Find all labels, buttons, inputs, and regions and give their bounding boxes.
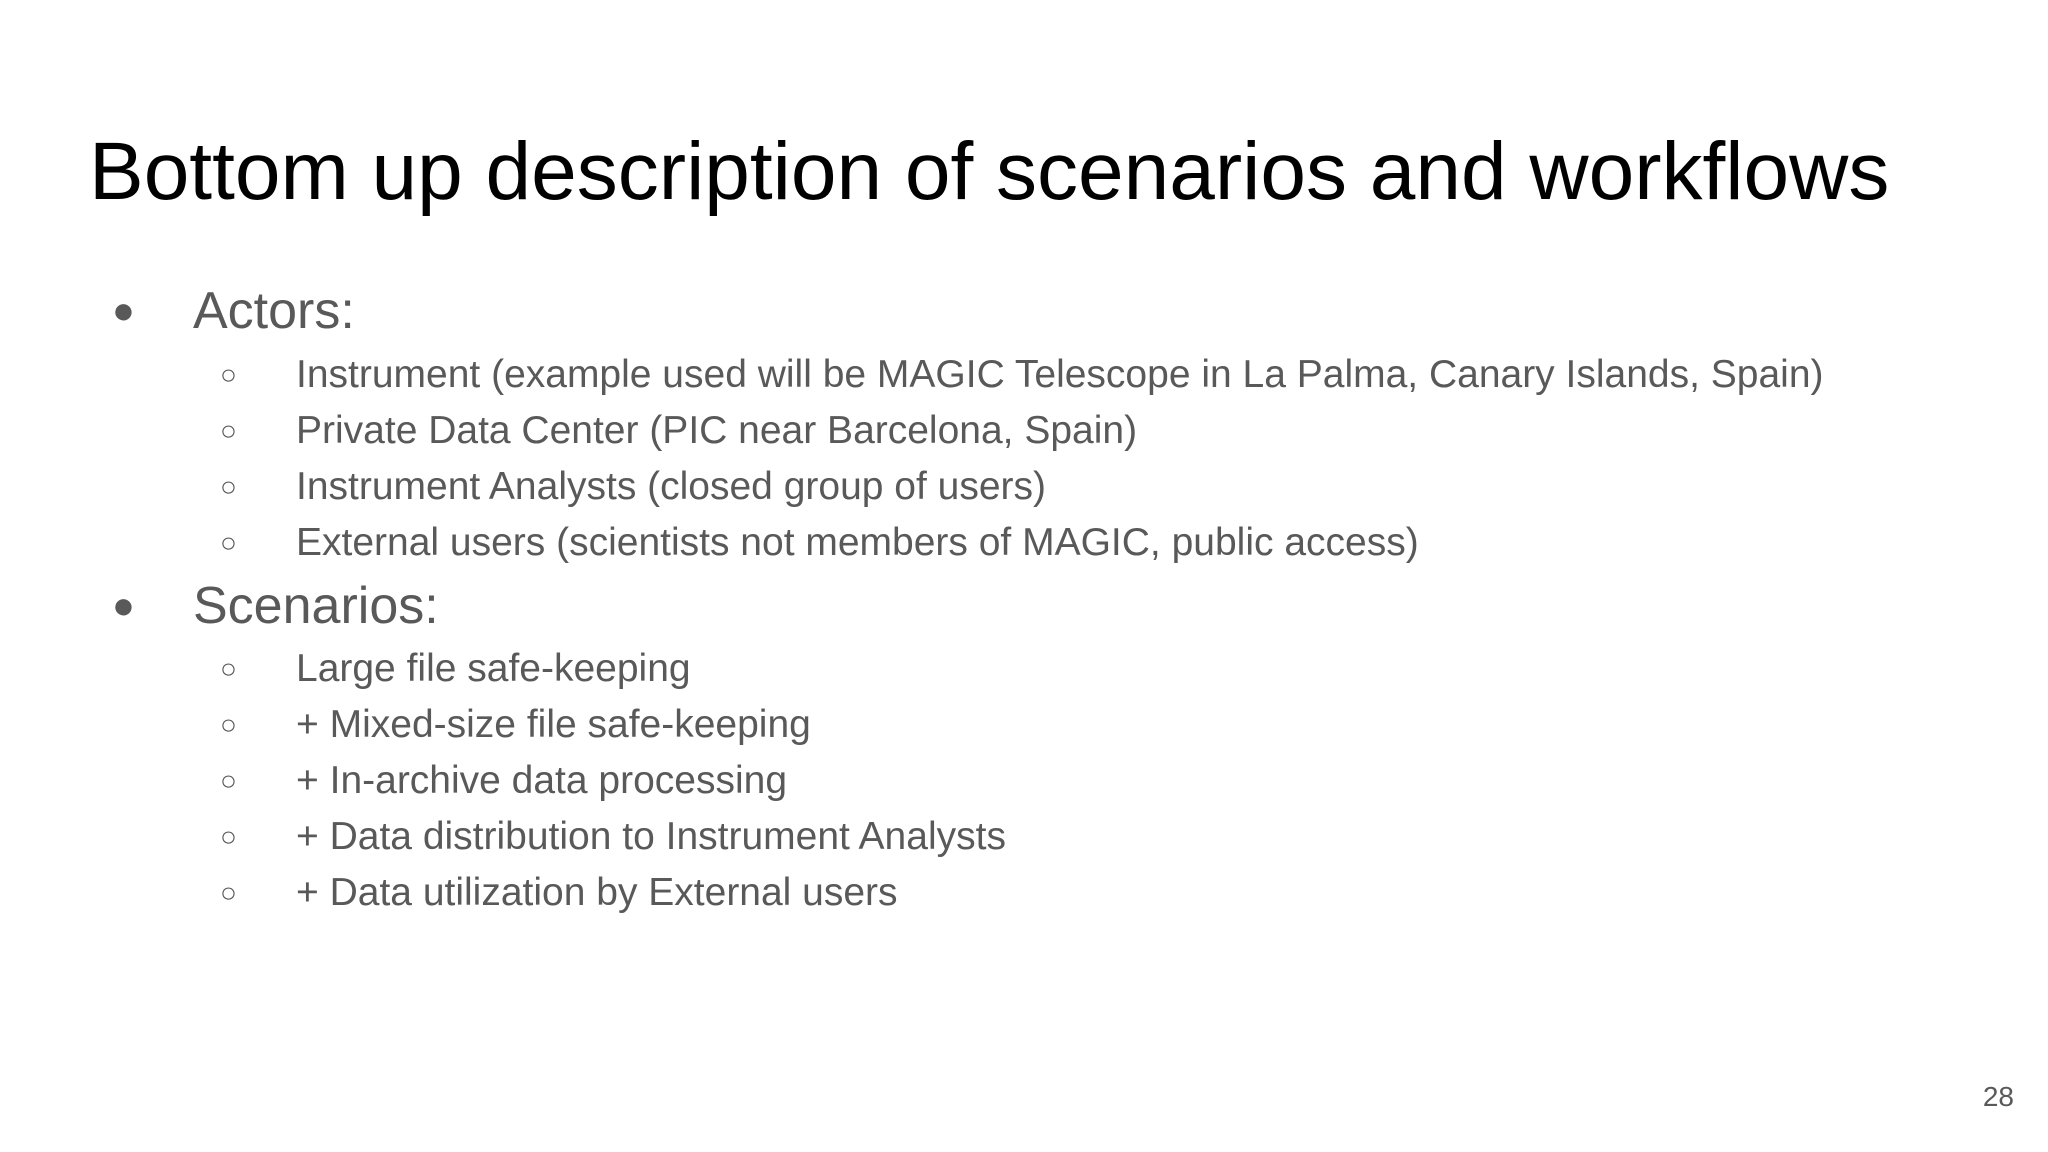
hollow-bullet-icon: ○ — [220, 709, 237, 740]
hollow-bullet-icon: ○ — [220, 877, 237, 908]
hollow-bullet-icon: ○ — [220, 527, 237, 558]
filled-bullet-icon: ● — [112, 290, 135, 332]
page-number: 28 — [1982, 1081, 2014, 1112]
slide-body: ● Actors: ○ Instrument (example used will be MAGIC Telescope in La Palma, Canary Islands, Spain) ○ Private Data Center (PIC near Barcelona, Spain) ○ Instrument Analysts (closed group of users) ○ External users (scientists not members of MAGIC, public access) ● Scenarios: ○ Large file safe-keeping ○ + Mixed-size file safe-keeping ○ + In-archive data processing ○ + Data distribution to Instrument Analysts ○ + Data utilization by External users — [0, 0, 2048, 1152]
hollow-bullet-icon: ○ — [220, 359, 237, 390]
hollow-bullet-icon: ○ — [220, 653, 237, 684]
hollow-bullet-icon: ○ — [220, 471, 237, 502]
filled-bullet-icon: ● — [112, 585, 135, 627]
hollow-bullet-icon: ○ — [220, 821, 237, 852]
hollow-bullet-icon: ○ — [220, 765, 237, 796]
slide-title: Bottom up description of scenarios and workflows — [89, 126, 1890, 217]
hollow-bullet-icon: ○ — [220, 415, 237, 446]
